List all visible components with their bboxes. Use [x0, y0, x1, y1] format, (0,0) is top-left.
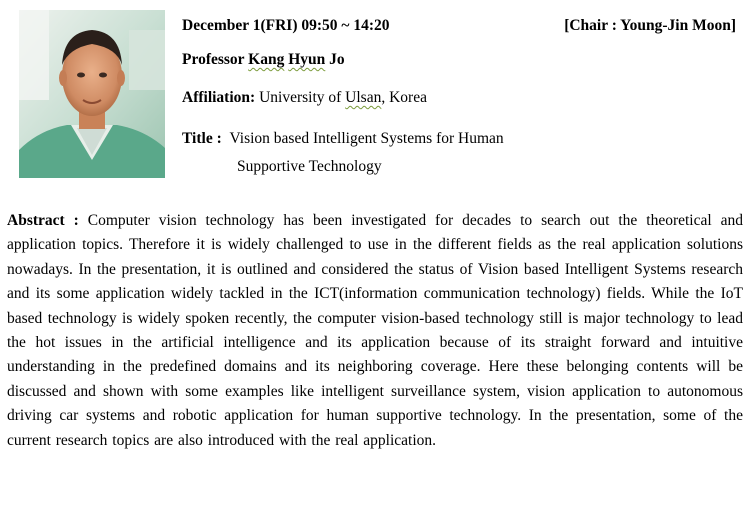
speaker-last-name: Jo	[329, 51, 345, 68]
speaker-affiliation	[182, 88, 427, 108]
session-chair: [Chair : Young-Jin Moon]	[564, 17, 736, 34]
portrait-photo-icon	[19, 10, 165, 178]
talk-title-line-1	[182, 129, 504, 149]
abstract-label: Abstract :	[7, 212, 79, 229]
speaker-first-name: Kang	[248, 51, 285, 68]
affiliation-pre: University of	[255, 89, 346, 106]
affiliation-city: Ulsan	[345, 89, 382, 106]
session-info-row	[182, 16, 736, 36]
abstract-text: Computer vision technology has been investigated for decades to search out the theoretical and application topics. Therefore it is widely challenged to use in the different fields as the real application solutions nowadays. In the presentation, it is outlined and considered the status of Vision based Intelligent Systems research and its some application widely tackled in the ICT(information communication technology) fields. While the IoT based technology is widely spoken recently, the computer vision-based technology still is major technology to lead the hot issues in the artificial intelligence and its application because of its straight forward and intuitive understanding in the predefined domains and its neighboring coverage. Here these belonging contents will be discussed and shown with some examples like intelligent surveillance system, vision application to autonomous driving car systems and robotic application for human supportive technology. In the presentation, some of the current research topics are also introduced with the real application.	[7, 212, 743, 449]
affiliation-label: Affiliation:	[182, 89, 256, 106]
talk-title-line-2: Supportive Technology	[237, 158, 382, 175]
title-label: Title :	[182, 130, 222, 147]
affiliation-post: , Korea	[381, 89, 427, 106]
abstract	[7, 209, 743, 453]
speaker-middle-name: Hyun	[288, 51, 326, 68]
speaker-name	[182, 50, 345, 70]
title-text-1: Vision based Intelligent Systems for Human	[229, 130, 504, 147]
speaker-name-prefix: Professor	[182, 51, 249, 68]
speaker-photo	[19, 10, 165, 178]
session-date-time: December 1(FRI) 09:50 ~ 14:20	[182, 17, 390, 34]
